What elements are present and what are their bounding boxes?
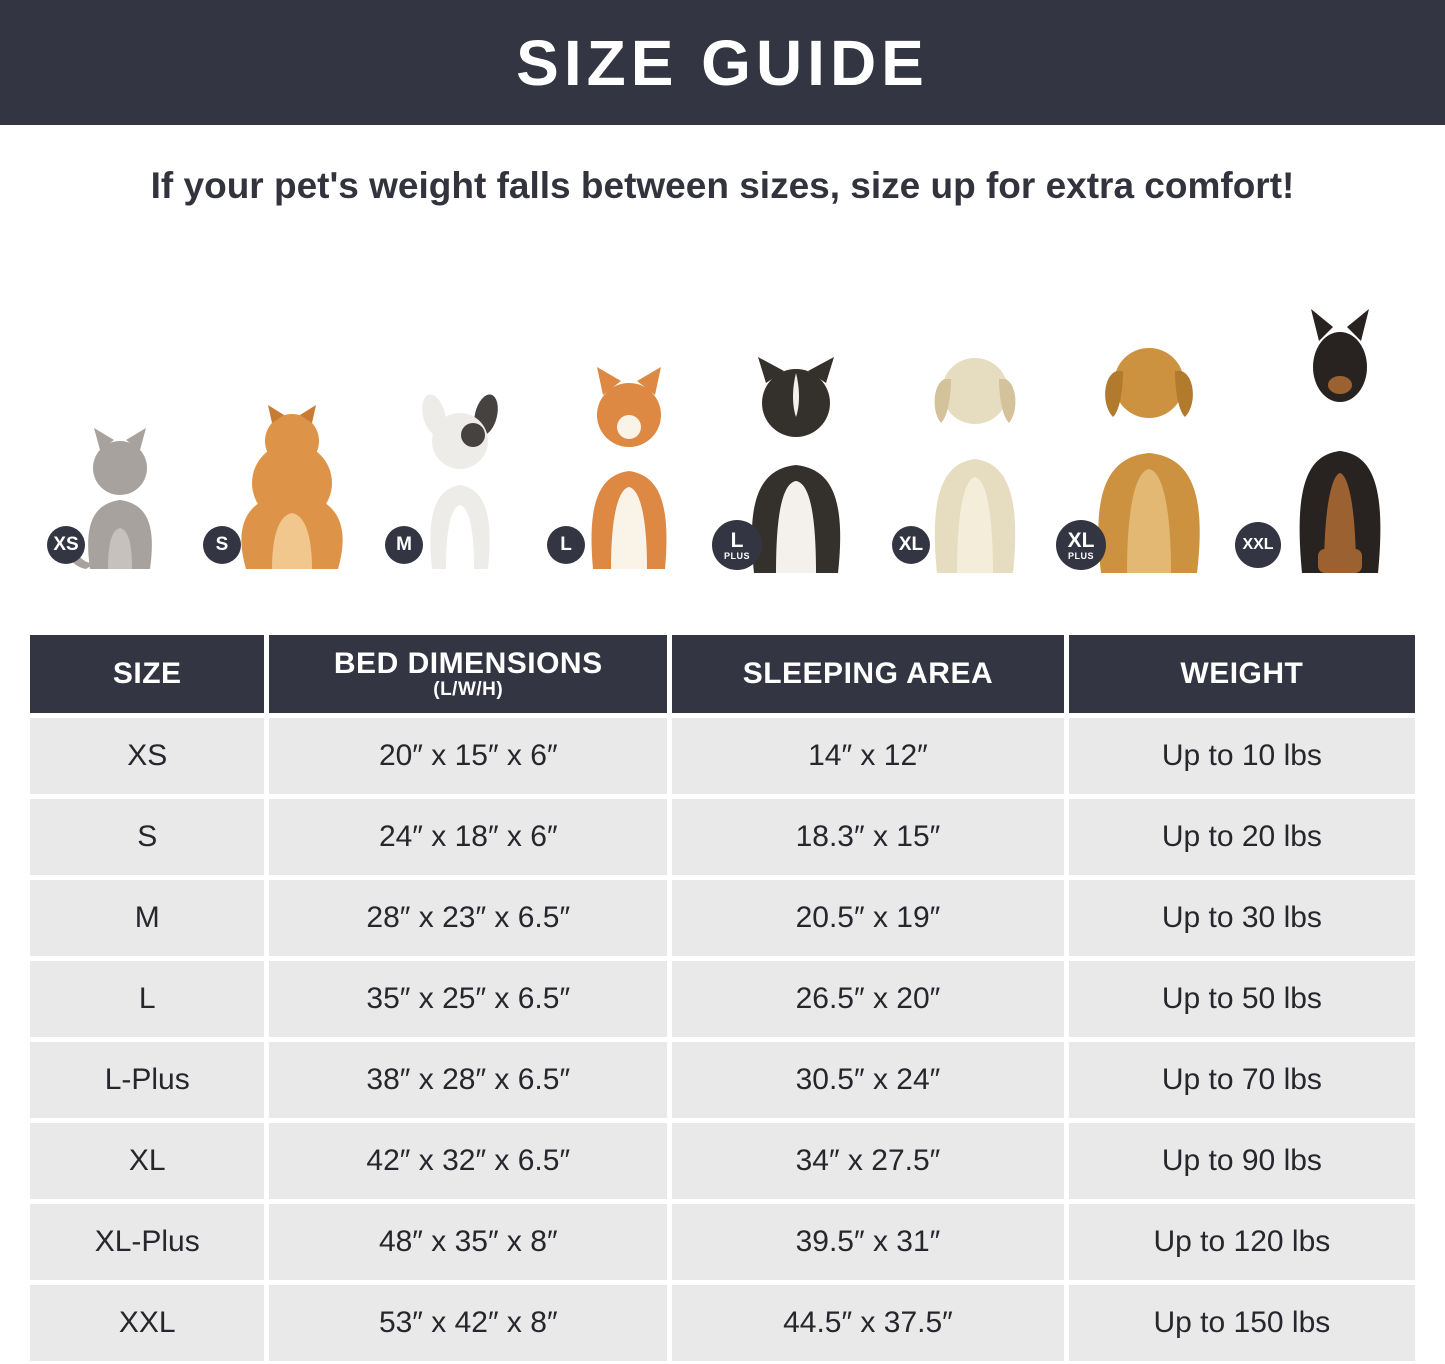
cell-weight: Up to 90 lbs — [1069, 1123, 1415, 1199]
cell-size: M — [30, 880, 264, 956]
cell-bed-dimensions: 24″ x 18″ x 6″ — [269, 799, 667, 875]
cell-sleeping-area: 20.5″ x 19″ — [672, 880, 1064, 956]
size-badge-xl — [892, 526, 930, 564]
column-header-weight: WEIGHT — [1069, 635, 1415, 713]
cell-weight: Up to 50 lbs — [1069, 961, 1415, 1037]
cell-weight: Up to 120 lbs — [1069, 1204, 1415, 1280]
bed-dimensions-subheader: (L/W/H) — [433, 678, 504, 700]
cell-sleeping-area: 26.5″ x 20″ — [672, 961, 1064, 1037]
cell-size: XL-Plus — [30, 1204, 264, 1280]
column-header-sleeping-area: SLEEPING AREA — [672, 635, 1064, 713]
cell-sleeping-area: 30.5″ x 24″ — [672, 1042, 1064, 1118]
cell-bed-dimensions: 53″ x 42″ x 8″ — [269, 1285, 667, 1361]
cell-size: S — [30, 799, 264, 875]
cell-size: XL — [30, 1123, 264, 1199]
badge-label: XS — [53, 534, 79, 555]
size-badge-s — [203, 526, 241, 564]
badge-label: L — [560, 534, 572, 555]
size-badge-xl-plus: XL PLUS — [1056, 520, 1106, 570]
doberman-image — [1260, 309, 1420, 575]
badge-label: XL — [1067, 528, 1095, 552]
cell-bed-dimensions: 48″ x 35″ x 8″ — [269, 1204, 667, 1280]
cell-bed-dimensions: 38″ x 28″ x 6.5″ — [269, 1042, 667, 1118]
labrador-image — [912, 339, 1038, 575]
badge-label: M — [396, 534, 412, 555]
cell-sleeping-area: 34″ x 27.5″ — [672, 1123, 1064, 1199]
page-title: SIZE GUIDE — [516, 26, 929, 99]
size-badge-xs — [47, 526, 85, 564]
cell-weight: Up to 10 lbs — [1069, 718, 1415, 794]
cell-sleeping-area: 18.3″ x 15″ — [672, 799, 1064, 875]
cell-bed-dimensions: 42″ x 32″ x 6.5″ — [269, 1123, 667, 1199]
pets-row — [0, 295, 1445, 585]
cell-size: L-Plus — [30, 1042, 264, 1118]
column-header-size: SIZE — [30, 635, 264, 713]
size-badge-m — [385, 526, 423, 564]
cell-weight: Up to 20 lbs — [1069, 799, 1415, 875]
size-table — [30, 635, 1415, 1361]
subtitle: If your pet's weight falls between sizes, size up for extra comfort! — [150, 165, 1295, 206]
size-badge-l — [547, 526, 585, 564]
cell-size: L — [30, 961, 264, 1037]
badge-label: L — [730, 528, 744, 552]
cell-weight: Up to 30 lbs — [1069, 880, 1415, 956]
badge-label: XXL — [1242, 535, 1274, 553]
column-header-bed-dimensions: BED DIMENSIONS (L/W/H) — [269, 635, 667, 713]
cell-bed-dimensions: 35″ x 25″ x 6.5″ — [269, 961, 667, 1037]
size-badge-xxl — [1235, 522, 1281, 568]
cell-weight: Up to 150 lbs — [1069, 1285, 1415, 1361]
size-badge-l-plus: L PLUS — [712, 520, 762, 570]
cell-bed-dimensions: 20″ x 15″ x 6″ — [269, 718, 667, 794]
cell-size: XS — [30, 718, 264, 794]
cell-sleeping-area: 39.5″ x 31″ — [672, 1204, 1064, 1280]
cell-sleeping-area: 44.5″ x 37.5″ — [672, 1285, 1064, 1361]
pomeranian-image — [226, 401, 358, 571]
cell-weight: Up to 70 lbs — [1069, 1042, 1415, 1118]
shiba-inu-image — [570, 363, 688, 571]
badge-label: S — [215, 534, 229, 555]
cell-size: XXL — [30, 1285, 264, 1361]
cell-bed-dimensions: 28″ x 23″ x 6.5″ — [269, 880, 667, 956]
badge-label: XL — [898, 534, 924, 555]
cell-sleeping-area: 14″ x 12″ — [672, 718, 1064, 794]
title-bar — [0, 0, 1445, 125]
